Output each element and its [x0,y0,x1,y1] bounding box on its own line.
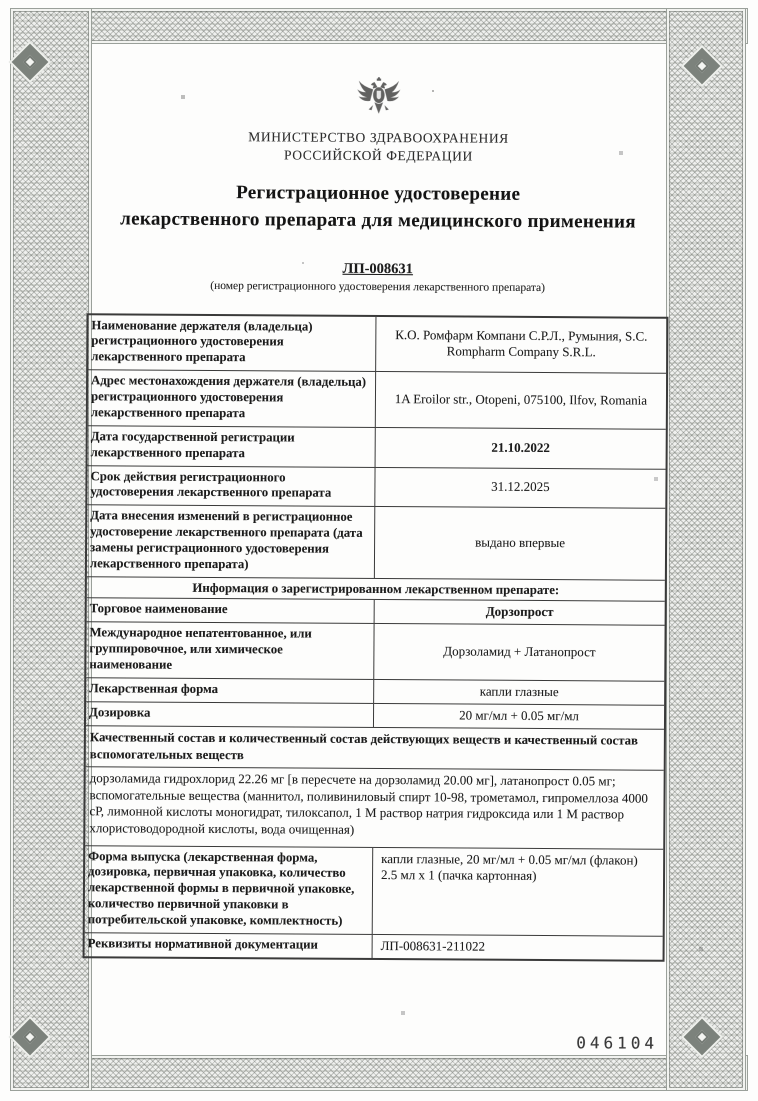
form-serial-number: 046104 [576,1033,659,1053]
emblem-wrap [88,74,670,127]
row-label: Адрес местонахождения держателя (владельца) регистрационного удостоверения лекарственного препарата [90,373,367,421]
title-line-2: лекарственного препарата для медицинского применения [120,208,636,233]
table-row [88,315,666,373]
row-label: Срок действия регистрационного удостоверения лекарственного препарата [90,468,332,501]
table-row [87,597,665,625]
registration-number: ЛП-008631 [342,260,414,277]
corner-ornament-top-left [12,44,48,80]
guilloche-border-top [10,8,748,44]
table-row [87,465,665,508]
ministry-line-2: РОССИЙСКОЙ ФЕДЕРАЦИИ [284,147,473,164]
document-title [87,180,669,237]
section-header: Информация о зарегистрированном лекарственном препарате: [192,580,560,597]
composition-text: дорзоламида гидрохлорид 22.26 мг [в пересчете на дорзоламид 20.00 мг], латанопрост 0.05 мг; вспомогательные вещества (маннитол, поливиниловый спирт 10-98, трометамол, гипромеллоза 4000 сР, лимонной кислоты моногидрат, тилоксапол, 1 М раствор натрия гидроксида или 1 М раствор хлористоводородной кислоты, вода очищенная) [89,770,648,837]
guilloche-border-left [10,8,92,1091]
composition-header: Качественный состав и количественный состав действующих веществ и качественный состав вспомогательных веществ [89,730,639,762]
table-row [86,622,664,681]
table-row [88,369,666,428]
scan-noise [0,0,2,2]
stamp-row [82,1030,664,1054]
row-value: Дорзопрост [374,600,665,625]
table-section-header-row [87,576,665,601]
row-label: Торговое наименование [89,601,228,617]
row-label: Дата внесения изменений в регистрационное удостоверение лекарственного препарата (дата замены регистрационного удостоверения лекарственного препарата) [89,508,363,572]
coat-of-arms-icon [356,107,402,124]
row-value: 1A Eroilor str., Otopeni, 075100, Ilfov, Romania [375,372,666,428]
ministry-name [87,127,669,167]
table-row [85,845,664,936]
row-value: 31.12.2025 [374,467,665,507]
corner-ornament-top-right [684,48,720,84]
row-value: К.О. Ромфарм Компани С.Р.Л., Румыния, S.C. Rompharm Company S.R.L. [375,317,666,373]
row-value: 21.10.2022 [375,428,666,468]
corner-ornament-bottom-right [684,1019,720,1055]
row-label: Форма выпуска (лекарственная форма, дозировка, первичная упаковка, количество лекарственной формы в первичной упаковке, количество первичной упаковки в потребительской упаковке, комплектность) [87,848,355,928]
table-row [88,425,666,468]
table-row [86,677,664,705]
certificate-content [82,64,670,1054]
row-value: выдано впервые [374,507,665,579]
table-row [86,701,664,729]
row-label: Дозировка [89,705,151,720]
certificate-table [83,313,669,962]
guilloche-border-bottom [10,1055,748,1091]
row-value: капли глазные, 20 мг/мл + 0.05 мг/мл (флакон) 2.5 мл х 1 (пачка картонная) [372,848,664,936]
guilloche-border-right [666,8,746,1091]
row-label: Реквизиты нормативной документации [87,936,318,952]
ministry-line-1: МИНИСТЕРСТВО ЗДРАВООХРАНЕНИЯ [248,129,509,146]
corner-ornament-bottom-left [12,1019,48,1055]
title-line-1: Регистрационное удостоверение [236,182,521,206]
row-label: Наименование держателя (владельца) регистрационного удостоверения лекарственного препарата [91,317,313,365]
row-value: капли глазные [373,680,664,705]
row-label: Лекарственная форма [89,681,219,696]
registration-number-caption: (номер регистрационного удостоверения лекарственного препарата) [210,279,546,294]
row-value: Дорзоламид + Латанопрост [373,624,664,680]
row-label: Международное непатентованное, или группировочное, или химическое наименование [89,625,312,672]
row-label: Дата государственной регистрации лекарственного препарата [90,429,295,460]
row-value: 20 мг/мл + 0.05 мг/мл [373,704,664,729]
composition-header-row [86,726,664,770]
table-row [85,932,663,960]
table-row [87,504,665,579]
composition-text-row [85,766,663,848]
row-value: ЛП-008631-211022 [372,935,663,960]
